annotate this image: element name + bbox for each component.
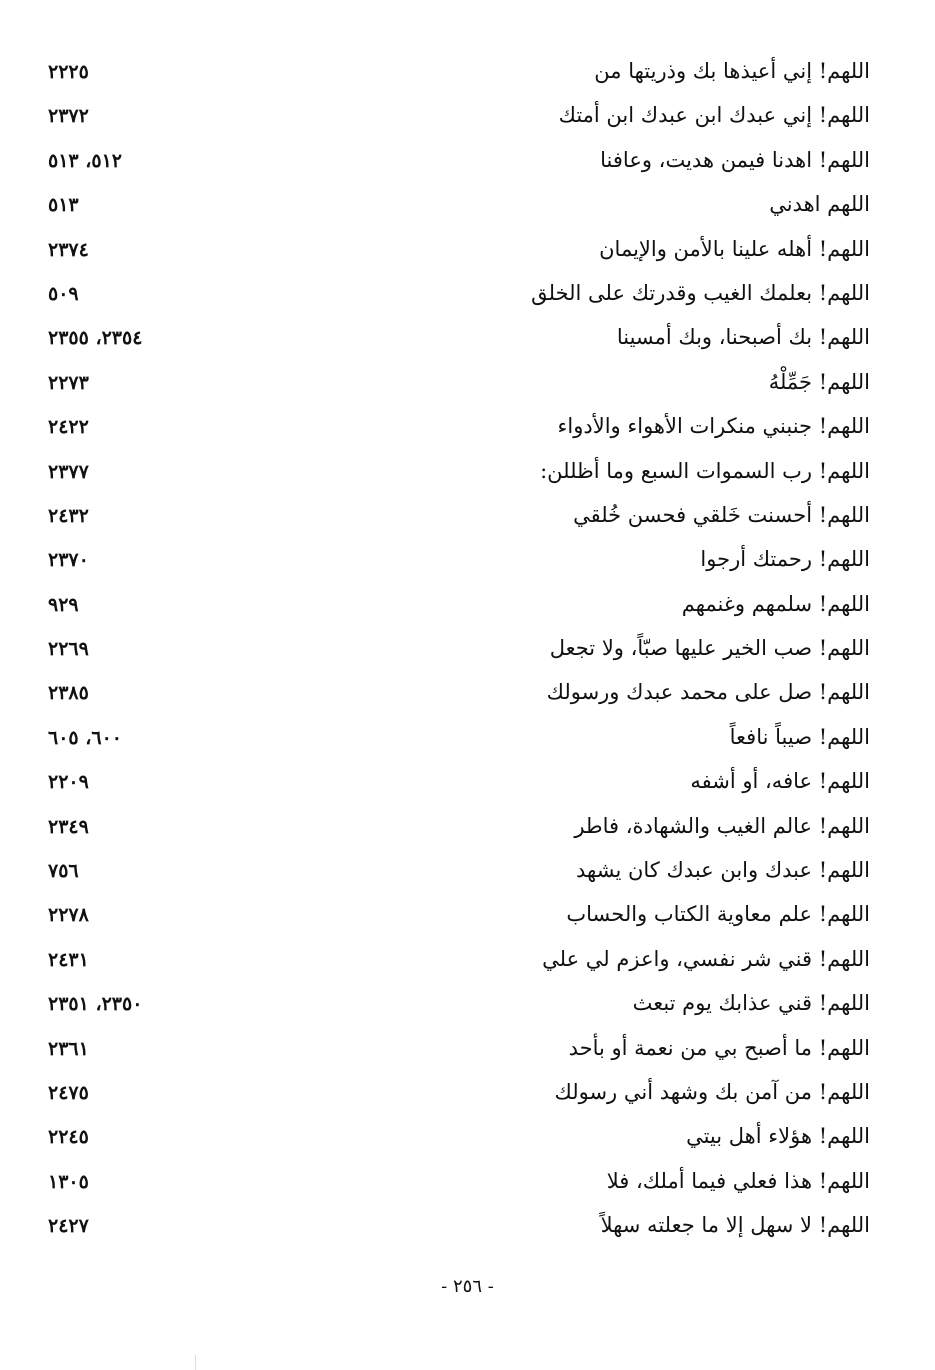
entry-refs: ٢٢٧٣ bbox=[48, 371, 89, 394]
index-entry bbox=[40, 274, 870, 318]
index-entry bbox=[40, 585, 870, 629]
entry-refs: ٢٢٧٨ bbox=[48, 904, 89, 927]
entry-refs: ٢٢٢٥ bbox=[48, 61, 89, 83]
index-entry bbox=[40, 318, 870, 362]
entry-text: اللهم! إني عبدك ابن عبدك ابن أمتك bbox=[558, 103, 870, 128]
entry-refs: ١٣٠٥ bbox=[48, 1170, 89, 1193]
index-entry bbox=[40, 96, 870, 140]
index-entry bbox=[40, 984, 870, 1028]
entry-refs: ٢٣٧٠ bbox=[48, 549, 89, 572]
index-entry bbox=[40, 496, 870, 540]
entry-refs: ٢٤٣١ bbox=[48, 948, 89, 971]
entry-refs: ٢٣٧٧ bbox=[48, 460, 89, 483]
entry-refs: ٢٣٤٩ bbox=[48, 815, 89, 838]
entry-text: اللهم! من آمن بك وشهد أني رسولك bbox=[554, 1079, 870, 1104]
entry-text: اللهم! أحسنت خَلقي فحسن خُلقي bbox=[573, 502, 870, 527]
entry-text: اللهم! هذا فعلي فيما أملك، فلا bbox=[606, 1168, 870, 1193]
index-entry bbox=[40, 141, 870, 185]
index-entry bbox=[40, 940, 870, 984]
index-entry bbox=[40, 895, 870, 939]
entry-refs: ٥١٢، ٥١٣ bbox=[48, 149, 122, 172]
entry-text: اللهم! جَمِّلْهُ bbox=[768, 369, 870, 394]
entry-text: اللهم! سلمهم وغنمهم bbox=[681, 591, 870, 616]
entry-text: اللهم! هؤلاء أهل بيتي bbox=[686, 1124, 870, 1149]
index-entry bbox=[40, 1206, 870, 1250]
index-entry bbox=[40, 1029, 870, 1073]
entry-refs: ٥٠٩ bbox=[48, 282, 79, 305]
entry-text: اللهم اهدني bbox=[769, 192, 870, 217]
hadith-index-list bbox=[40, 52, 870, 1251]
entry-text: اللهم! بك أصبحنا، وبك أمسينا bbox=[616, 325, 870, 350]
entry-refs: ٢٣٧٢ bbox=[48, 105, 89, 128]
index-entry bbox=[40, 851, 870, 895]
entry-text: اللهم! جنبني منكرات الأهواء والأدواء bbox=[557, 414, 870, 439]
index-entry bbox=[40, 363, 870, 407]
entry-refs: ٢٣٥٠، ٢٣٥١ bbox=[48, 993, 143, 1016]
entry-refs: ٢٣٦١ bbox=[48, 1037, 89, 1060]
entry-text: اللهم! ما أصبح بي من نعمة أو بأحد bbox=[568, 1035, 870, 1060]
entry-text: اللهم! بعلمك الغيب وقدرتك على الخلق bbox=[531, 280, 870, 305]
entry-text: اللهم! إني أعيذها بك وذريتها من bbox=[594, 59, 870, 83]
entry-text: اللهم! صب الخير عليها صبّاً، ولا تجعل bbox=[549, 636, 870, 661]
entry-refs: ٢٢٠٩ bbox=[48, 771, 89, 794]
index-entry bbox=[40, 540, 870, 584]
index-entry bbox=[40, 673, 870, 717]
entry-refs: ٢٣٨٥ bbox=[48, 682, 89, 705]
entry-refs: ٢٤٢٢ bbox=[48, 416, 89, 439]
page-number: - ٢٥٦ - bbox=[441, 1276, 494, 1297]
entry-refs: ٩٢٩ bbox=[48, 593, 79, 616]
index-entry bbox=[40, 52, 870, 96]
entry-text: اللهم! صيباً نافعاً bbox=[729, 724, 870, 749]
index-entry bbox=[40, 629, 870, 673]
entry-text: اللهم! علم معاوية الكتاب والحساب bbox=[566, 902, 870, 927]
entry-text: اللهم! قني عذابك يوم تبعث bbox=[632, 991, 870, 1016]
entry-refs: ٢٣٥٤، ٢٣٥٥ bbox=[48, 327, 143, 350]
entry-refs: ٥١٣ bbox=[48, 194, 79, 217]
index-entry bbox=[40, 1117, 870, 1161]
entry-text: اللهم! عبدك وابن عبدك كان يشهد bbox=[576, 858, 870, 883]
entry-refs: ٦٠٠، ٦٠٥ bbox=[48, 726, 122, 749]
entry-refs: ٢٤٧٥ bbox=[48, 1081, 89, 1104]
entry-refs: ٢٣٧٤ bbox=[48, 238, 89, 261]
index-entry bbox=[40, 407, 870, 451]
index-entry bbox=[40, 807, 870, 851]
entry-refs: ٢٢٦٩ bbox=[48, 638, 89, 661]
index-entry bbox=[40, 718, 870, 762]
scan-edge-mark bbox=[195, 1355, 196, 1370]
entry-text: اللهم! أهله علينا بالأمن والإيمان bbox=[599, 236, 870, 261]
index-entry bbox=[40, 230, 870, 274]
index-entry bbox=[40, 452, 870, 496]
entry-refs: ٢٢٤٥ bbox=[48, 1126, 89, 1149]
entry-text: اللهم! قني شر نفسي، واعزم لي علي bbox=[542, 946, 870, 971]
entry-text: اللهم! رب السموات السبع وما أظللن: bbox=[540, 458, 870, 483]
entry-refs: ٢٤٣٢ bbox=[48, 504, 89, 527]
entry-text: اللهم! لا سهل إلا ما جعلته سهلاً bbox=[600, 1213, 870, 1238]
entry-refs: ٢٤٢٧ bbox=[48, 1215, 89, 1238]
index-entry bbox=[40, 185, 870, 229]
entry-text: اللهم! عالم الغيب والشهادة، فاطر bbox=[574, 813, 870, 838]
entry-refs: ٧٥٦ bbox=[48, 860, 79, 883]
entry-text: اللهم! اهدنا فيمن هديت، وعافنا bbox=[600, 147, 870, 172]
entry-text: اللهم! عافه، أو أشفه bbox=[690, 769, 870, 794]
index-entry bbox=[40, 762, 870, 806]
index-entry bbox=[40, 1073, 870, 1117]
entry-text: اللهم! رحمتك أرجوا bbox=[700, 547, 870, 572]
entry-text: اللهم! صل على محمد عبدك ورسولك bbox=[546, 680, 870, 705]
index-entry bbox=[40, 1162, 870, 1206]
